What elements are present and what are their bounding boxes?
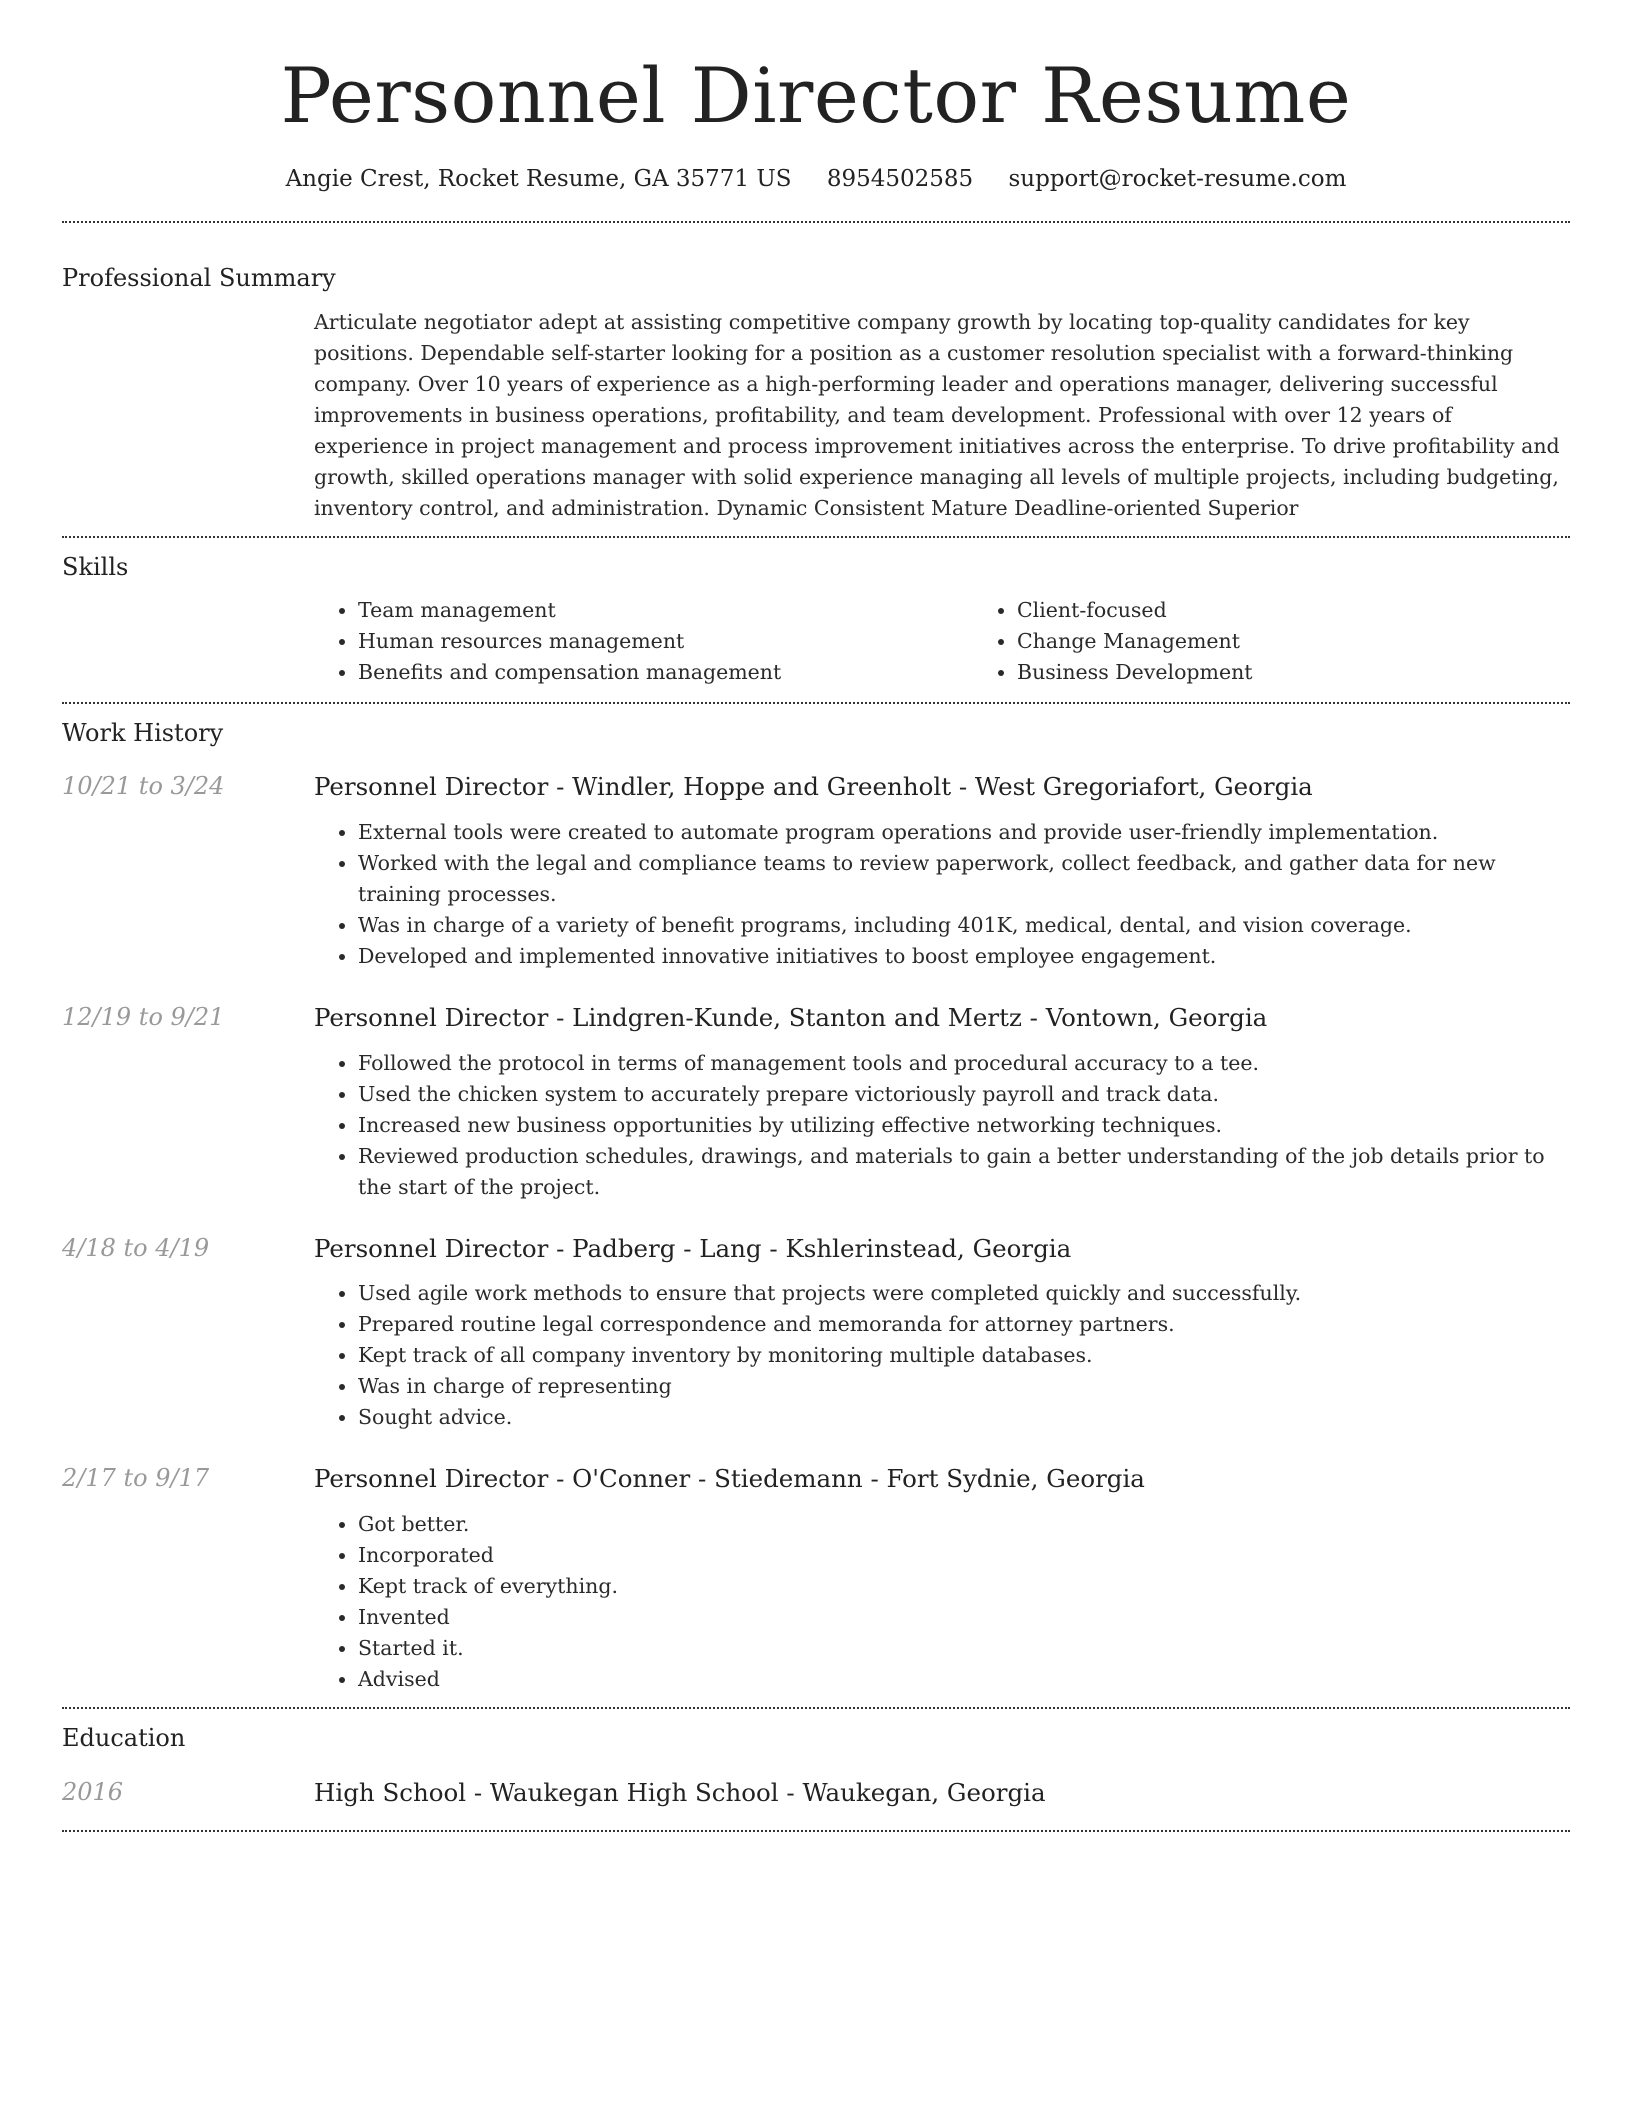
job-bullet: • Increased new business opportunities by utilizing effective networking techniques. [358,1110,1570,1141]
job-bullet: • Reviewed production schedules, drawings, and materials to gain a better understanding of the job details prior to the start of the project. [358,1141,1570,1203]
job-bullet: • Advised [358,1664,1570,1695]
job-entry [62,1463,1570,1695]
job-bullets [314,1048,1570,1203]
job-bullet: • External tools were created to automate program operations and provide user-friendly implementation. [358,817,1570,848]
job-bullet: • Kept track of everything. [358,1571,1570,1602]
work-section [62,704,1570,1696]
job-date: 12/19 to 9/21 [62,1002,225,1031]
contact-address: Angie Crest, Rocket Resume, GA 35771 US [285,166,792,193]
job-title: Personnel Director - O'Conner - Stiedemann - Fort Sydnie, Georgia [314,1464,1145,1494]
job-bullet: • Incorporated [358,1540,1570,1571]
job-date: 2/17 to 9/17 [62,1464,210,1493]
contact-email: support@rocket-resume.com [1008,166,1347,193]
job-bullet: • Used the chicken system to accurately prepare victoriously payroll and track data. [358,1079,1570,1110]
job-bullet: • Used agile work methods to ensure that projects were completed quickly and successfully. [358,1278,1570,1309]
page-title: Personnel Director Resume [280,51,1352,140]
job-bullet: • Sought advice. [358,1402,1570,1433]
job-bullet: • Followed the protocol in terms of management tools and procedural accuracy to a tee. [358,1048,1570,1079]
job-bullet: • Was in charge of representing [358,1371,1570,1402]
job-bullet: • Was in charge of a variety of benefit programs, including 401K, medical, dental, and vision coverage. [358,910,1570,941]
job-bullets [314,817,1570,972]
skill-item: • Business Development [1017,657,1570,688]
skills-columns [314,595,1570,688]
job-entry [62,771,1570,972]
summary-text: Articulate negotiator adept at assisting competitive company growth by locating top-quality candidates for key positions. Dependable self-starter looking for a position as a customer resolution specialist with a forward-thinking company. Over 10 years of experience as a high-performing leader and operations manager, delivering successful improvements in business operations, profitability, and team development. Professional with over 12 years of experience in project management and process improvement initiatives across the enterprise. To drive profitability and growth, skilled operations manager with solid experience managing all levels of multiple projects, including budgeting, inventory control, and administration. Dynamic Consistent Mature Deadline-oriented Superior [314,309,1560,520]
skill-item: • Human resources management [358,626,973,657]
skill-item: • Client-focused [1017,595,1570,626]
education-title: High School - Waukegan High School - Waukegan, Georgia [314,1777,1046,1807]
job-entry [62,1233,1570,1434]
skills-section [62,538,1570,688]
job-bullet: • Got better. [358,1509,1570,1540]
job-bullet: • Invented [358,1602,1570,1633]
resume-header [62,0,1570,195]
skills-heading: Skills [62,552,129,581]
job-bullet: • Kept track of all company inventory by monitoring multiple databases. [358,1340,1570,1371]
education-divider [62,1830,1570,1832]
contact-line [62,163,1570,195]
work-heading: Work History [62,718,224,747]
job-bullet: • Prepared routine legal correspondence and memoranda for attorney partners. [358,1309,1570,1340]
skill-item: • Team management [358,595,973,626]
job-title: Personnel Director - Lindgren-Kunde, Stanton and Mertz - Vontown, Georgia [314,1002,1268,1032]
summary-heading: Professional Summary [62,264,336,293]
job-title: Personnel Director - Windler, Hoppe and Greenholt - West Gregoriafort, Georgia [314,771,1313,801]
skill-item: • Change Management [1017,626,1570,657]
job-bullet: • Developed and implemented innovative initiatives to boost employee engagement. [358,941,1570,972]
job-bullets [314,1278,1570,1433]
education-date: 2016 [62,1777,124,1806]
education-section [62,1709,1570,1808]
skill-item: • Benefits and compensation management [358,657,973,688]
education-heading: Education [62,1724,186,1753]
skills-list-right [973,595,1570,688]
summary-section [62,223,1570,523]
contact-phone: 8954502585 [826,166,974,193]
job-bullets [314,1509,1570,1695]
skills-list-left [314,595,973,688]
job-bullet: • Worked with the legal and compliance teams to review paperwork, collect feedback, and gather data for new training processes. [358,848,1570,910]
job-title: Personnel Director - Padberg - Lang - Kshlerinstead, Georgia [314,1233,1072,1263]
job-date: 4/18 to 4/19 [62,1233,210,1262]
job-entry [62,1002,1570,1203]
job-date: 10/21 to 3/24 [62,771,225,800]
job-bullet: • Started it. [358,1633,1570,1664]
